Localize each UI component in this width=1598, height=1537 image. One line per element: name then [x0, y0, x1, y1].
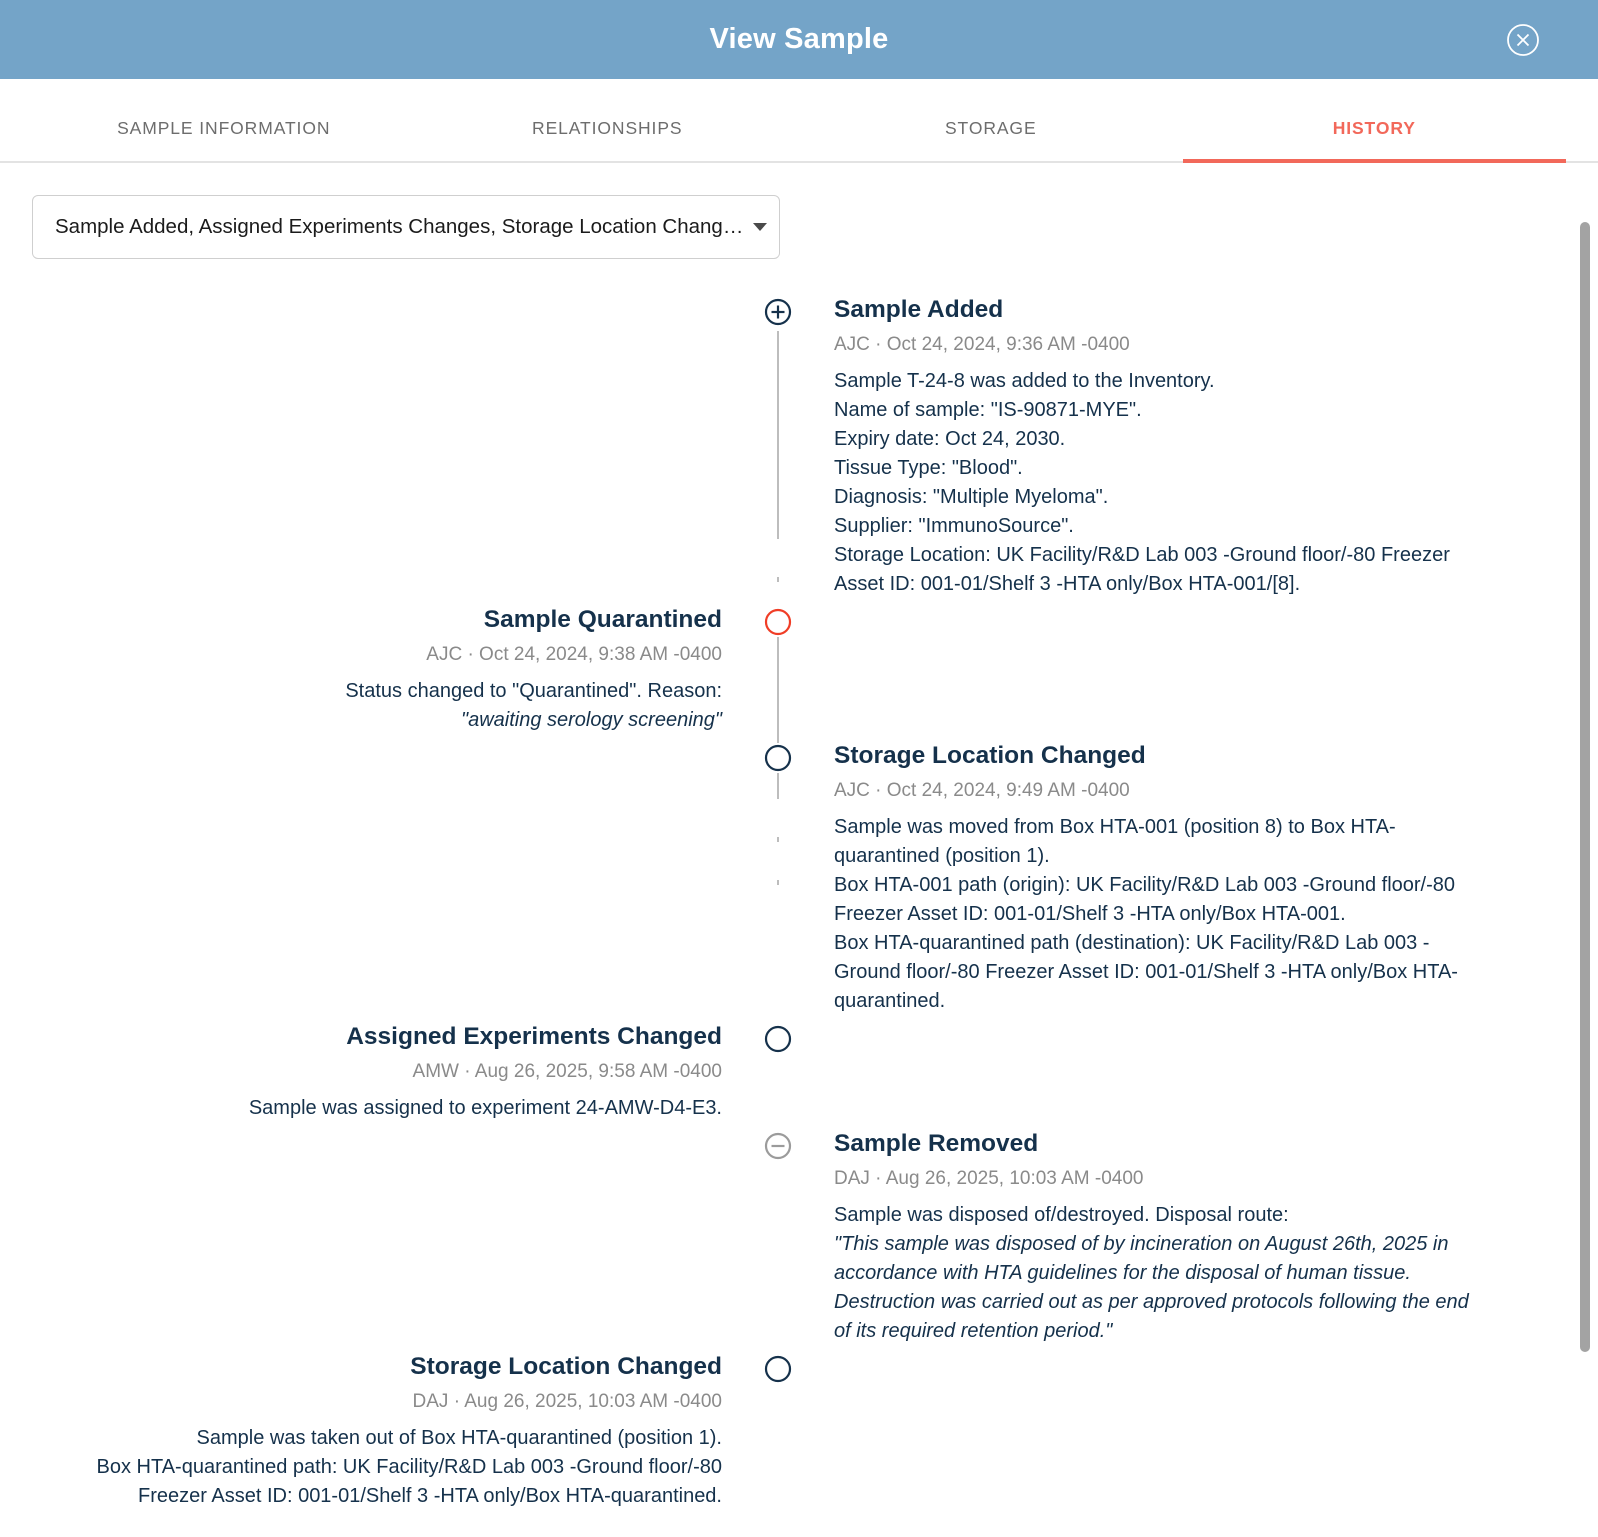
timeline-entry [0, 295, 1598, 605]
tab-relationships[interactable]: RELATIONSHIPS [532, 118, 683, 138]
page-title: View Sample [709, 23, 889, 55]
timeline-left-column [0, 741, 778, 1022]
circle-outline-icon [763, 607, 793, 637]
timeline-right-column [778, 1022, 1556, 1129]
history-event [0, 605, 778, 741]
timeline-left-column [0, 605, 778, 741]
circle-outline-icon [763, 1024, 793, 1054]
plus-circle-icon [763, 297, 793, 327]
history-event [778, 1129, 1556, 1352]
close-icon[interactable] [1506, 23, 1540, 57]
event-body [50, 1424, 722, 1511]
event-body-line: Status changed to "Quarantined". Reason: [345, 679, 722, 702]
event-body-line: Sample was taken out of Box HTA-quarantined (position 1). [196, 1426, 722, 1449]
circle-outline-icon [763, 1354, 793, 1384]
circle-outline-icon [763, 743, 793, 773]
tab-bar [0, 79, 1598, 163]
chevron-down-icon [753, 223, 767, 231]
event-body-line: Name of sample: "IS-90871-MYE". [834, 398, 1142, 421]
timeline-left-column [0, 1352, 778, 1517]
event-title: Sample Quarantined [483, 605, 722, 633]
tab-history[interactable]: HISTORY [1183, 118, 1567, 161]
scrollbar-track[interactable] [1580, 212, 1590, 1384]
event-body-line: Diagnosis: "Multiple Myeloma". [834, 485, 1109, 508]
tab-sample-information[interactable]: SAMPLE INFORMATION [117, 118, 331, 138]
event-body-line: Sample was moved from Box HTA-001 (position 8) to Box HTA-quarantined (position 1). [834, 815, 1396, 867]
timeline-connector [777, 837, 779, 842]
event-meta: DAJ · Aug 26, 2025, 10:03 AM -0400 [412, 1391, 722, 1413]
timeline-right-column [778, 1129, 1556, 1352]
history-filter-container [0, 163, 1598, 259]
timeline-left-column [0, 295, 778, 605]
timeline-connector [777, 880, 779, 885]
timeline-entry [0, 605, 1598, 741]
event-body-line: Box HTA-quarantined path (destination): UK Facility/R&D Lab 003 -Ground floor/-80 Freezer Asset ID: 001-01/Shelf 3 -HTA only/Box HTA-quarantined. [834, 931, 1458, 1012]
event-body-line: Sample was disposed of/destroyed. Disposal route: [834, 1203, 1289, 1226]
event-body [834, 367, 1486, 599]
event-body [50, 677, 722, 735]
event-title: Sample Removed [834, 1129, 1039, 1157]
tab-storage[interactable]: STORAGE [944, 118, 1037, 138]
event-body-line: Tissue Type: "Blood". [834, 456, 1023, 479]
event-body [50, 1094, 722, 1123]
event-title: Sample Added [834, 296, 1004, 323]
history-timeline [0, 295, 1598, 1537]
event-body-line: Expiry date: Oct 24, 2030. [834, 427, 1066, 450]
event-meta: AJC · Oct 24, 2024, 9:49 AM -0400 [834, 780, 1130, 802]
event-body-line: Supplier: "ImmunoSource". [834, 514, 1074, 537]
event-title: Storage Location Changed [834, 741, 1146, 769]
history-event [0, 1352, 778, 1517]
event-body-line: Sample was assigned to experiment 24-AMW-D4-E3. [248, 1096, 722, 1119]
timeline-right-column [778, 741, 1556, 1022]
event-meta: AJC · Oct 24, 2024, 9:38 AM -0400 [426, 644, 722, 666]
event-body-quote: "This sample was disposed of by incineration on August 26th, 2025 in accordance with HTA guidelines for the disposal of human tissue. Destruction was carried out as per approved protocols following the end of its required retention period." [834, 1232, 1469, 1342]
event-title: Assigned Experiments Changed [346, 1022, 722, 1050]
timeline-left-column [0, 1129, 778, 1352]
event-body-line: Box HTA-001 path (origin): UK Facility/R&D Lab 003 -Ground floor/-80 Freezer Asset ID: 001-01/Shelf 3 -HTA only/Box HTA-001. [834, 873, 1456, 925]
timeline-right-column [778, 295, 1556, 605]
event-meta: AMW · Aug 26, 2025, 9:58 AM -0400 [412, 1061, 722, 1083]
event-body-line: Box HTA-quarantined path: UK Facility/R&D Lab 003 -Ground floor/-80 Freezer Asset ID: 001-01/Shelf 3 -HTA only/Box HTA-quarantined. [96, 1455, 722, 1507]
timeline-entry [0, 1129, 1598, 1352]
event-body-line: Storage Location: UK Facility/R&D Lab 003 -Ground floor/-80 Freezer Asset ID: 001-01/Shelf 3 -HTA only/Box HTA-001/[8]. [834, 543, 1450, 595]
timeline-right-column [778, 605, 1556, 741]
timeline-connector [777, 331, 779, 539]
timeline-connector [777, 577, 779, 582]
timeline-right-column [778, 1352, 1556, 1517]
minus-circle-icon [763, 1131, 793, 1161]
timeline-entry [0, 741, 1598, 1022]
event-body [834, 1201, 1486, 1346]
timeline-entry [0, 1022, 1598, 1129]
history-filter-value: Sample Added, Assigned Experiments Changes, Storage Location Chang… [55, 215, 744, 238]
history-event [778, 295, 1556, 605]
dialog-header [0, 0, 1598, 79]
timeline-entry [0, 1352, 1598, 1517]
history-filter-select[interactable] [32, 195, 780, 259]
event-body-quote: "awaiting serology screening" [460, 708, 722, 731]
event-title: Storage Location Changed [410, 1352, 722, 1380]
event-meta: AJC · Oct 24, 2024, 9:36 AM -0400 [834, 334, 1130, 356]
event-meta: DAJ · Aug 26, 2025, 10:03 AM -0400 [834, 1168, 1144, 1190]
scrollbar-thumb[interactable] [1580, 222, 1590, 1352]
event-body [834, 813, 1486, 1016]
timeline-left-column [0, 1022, 778, 1129]
event-body-line: Sample T-24-8 was added to the Inventory. [834, 369, 1215, 392]
history-event [778, 741, 1556, 1022]
history-event [0, 1022, 778, 1129]
